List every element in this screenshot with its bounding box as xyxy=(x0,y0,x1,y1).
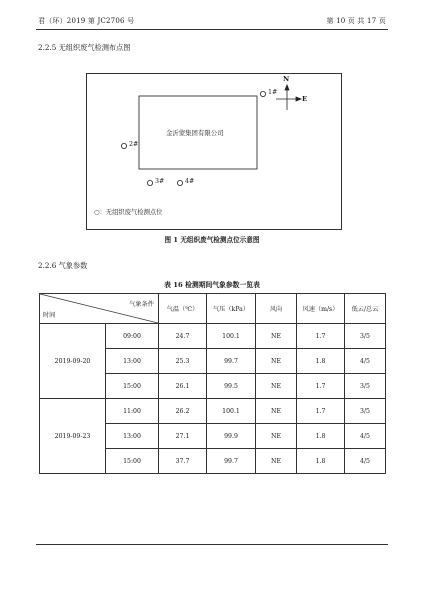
header-corner-cell xyxy=(40,294,159,324)
point-3-marker xyxy=(147,180,152,185)
wind-direction-cell: NE xyxy=(256,349,297,374)
header-wind-speed: 风速（m/s） xyxy=(297,294,345,324)
point-4-marker xyxy=(177,180,182,185)
compass-icon xyxy=(276,85,301,110)
sampling-layout-map xyxy=(86,73,342,230)
wind-speed-cell: 1.8 xyxy=(297,349,345,374)
header-divider xyxy=(36,29,388,30)
cloud-cover-cell: 3/5 xyxy=(345,374,386,399)
temperature-cell: 27.1 xyxy=(159,424,207,449)
time-cell: 11:00 xyxy=(106,399,159,424)
legend xyxy=(94,207,162,216)
page-number: 第 10 页 共 17 页 xyxy=(326,17,386,25)
cloud-cover-cell: 3/5 xyxy=(345,324,386,349)
point-2-label: 2# xyxy=(129,141,139,148)
wind-speed-cell: 1.7 xyxy=(297,324,345,349)
wind-direction-cell: NE xyxy=(256,374,297,399)
wind-speed-cell: 1.8 xyxy=(297,424,345,449)
point-1-marker xyxy=(260,91,265,96)
legend-marker-icon: ○ xyxy=(94,209,100,216)
corner-label-conditions: 气象条件 xyxy=(129,301,154,308)
report-number: 君（环）2019 第 JC2706 号 xyxy=(38,17,135,25)
wind-direction-cell: NE xyxy=(256,449,297,474)
point-4-label: 4# xyxy=(185,178,195,185)
date-cell: 2019-09-20 xyxy=(40,324,106,399)
time-cell: 13:00 xyxy=(106,349,159,374)
temperature-cell: 26.2 xyxy=(159,399,207,424)
point-2-marker xyxy=(121,143,126,148)
weather-table xyxy=(39,293,386,474)
company-name: 金沂蒙集团有限公司 xyxy=(166,129,224,137)
time-cell: 15:00 xyxy=(106,449,159,474)
section-heading-layout: 2.2.5 无组织废气检测布点图 xyxy=(38,43,131,52)
figure-caption: 图 1 无组织废气检测点位示意图 xyxy=(164,236,260,244)
pressure-cell: 99.7 xyxy=(207,449,256,474)
point-3-label: 3# xyxy=(155,178,165,185)
temperature-cell: 24.7 xyxy=(159,324,207,349)
pressure-cell: 99.5 xyxy=(207,374,256,399)
compass-east-label: E xyxy=(302,95,308,103)
pressure-cell: 100.1 xyxy=(207,399,256,424)
wind-direction-cell: NE xyxy=(256,324,297,349)
footer-divider xyxy=(36,544,388,545)
pressure-cell: 99.9 xyxy=(207,424,256,449)
wind-direction-cell: NE xyxy=(256,399,297,424)
temperature-cell: 26.1 xyxy=(159,374,207,399)
table-row xyxy=(40,324,386,349)
temperature-cell: 25.3 xyxy=(159,349,207,374)
cloud-cover-cell: 4/5 xyxy=(345,449,386,474)
pressure-cell: 99.7 xyxy=(207,349,256,374)
wind-direction-cell: NE xyxy=(256,424,297,449)
cloud-cover-cell: 4/5 xyxy=(345,424,386,449)
compass-north-label: N xyxy=(283,75,290,83)
section-heading-weather: 2.2.6 气象参数 xyxy=(38,261,88,270)
wind-speed-cell: 1.8 xyxy=(297,449,345,474)
table-header-row xyxy=(40,294,386,324)
table-caption: 表 16 检测期间气象参数一览表 xyxy=(164,281,260,289)
temperature-cell: 37.7 xyxy=(159,449,207,474)
header-cloud-cover: 低云/总云 xyxy=(345,294,386,324)
wind-speed-cell: 1.7 xyxy=(297,374,345,399)
time-cell: 15:00 xyxy=(106,374,159,399)
time-cell: 09:00 xyxy=(106,324,159,349)
cloud-cover-cell: 4/5 xyxy=(345,349,386,374)
header-pressure: 气压（kPa） xyxy=(207,294,256,324)
point-1-label: 1# xyxy=(268,89,278,96)
table-row xyxy=(40,399,386,424)
pressure-cell: 100.1 xyxy=(207,324,256,349)
legend-text: ：无组织废气检测点位 xyxy=(99,209,163,216)
header-wind-direction: 风向 xyxy=(256,294,297,324)
wind-speed-cell: 1.7 xyxy=(297,399,345,424)
header-temperature: 气温（℃） xyxy=(159,294,207,324)
time-cell: 13:00 xyxy=(106,424,159,449)
date-cell: 2019-09-23 xyxy=(40,399,106,474)
corner-label-time: 时间 xyxy=(43,312,56,319)
cloud-cover-cell: 3/5 xyxy=(345,399,386,424)
